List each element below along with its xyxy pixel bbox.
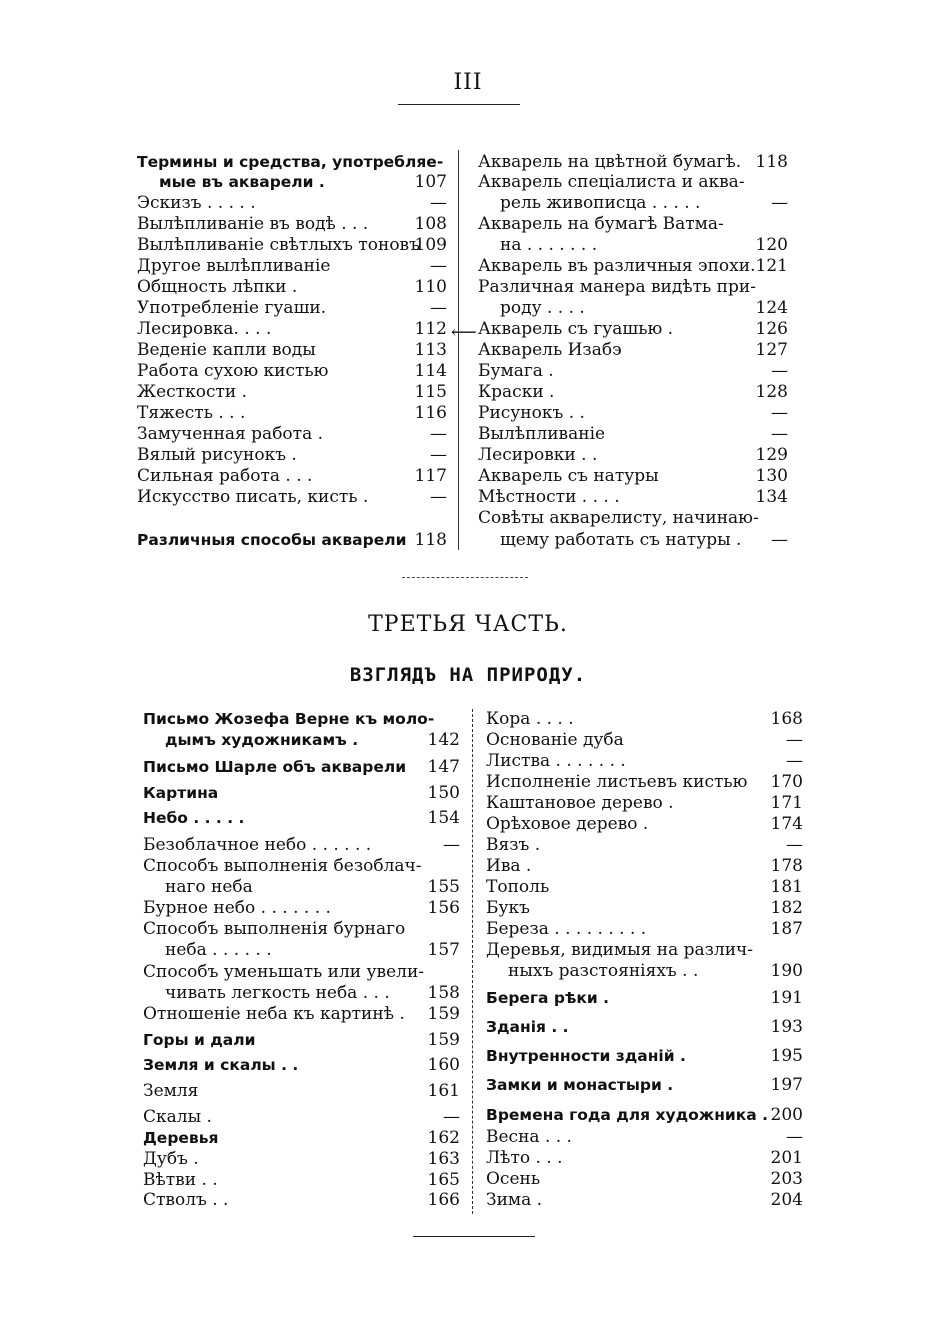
toc-entry-title: Ива . bbox=[486, 856, 532, 876]
toc-entry-title: Эскизъ . . . . . bbox=[137, 193, 256, 213]
toc-entry-title: Берега рѣки . bbox=[486, 989, 610, 1007]
toc-entry-page: 124 bbox=[755, 298, 788, 318]
toc-entry-title: Отношеніе неба къ картинѣ . bbox=[143, 1004, 405, 1024]
toc-entry-title: Вылѣпливаніе въ водѣ . . . bbox=[137, 214, 369, 234]
toc-entry-page: — bbox=[786, 1127, 803, 1147]
toc-entry-page: 115 bbox=[414, 382, 447, 402]
toc-entry-page: — bbox=[430, 298, 447, 318]
toc-entry-title: Деревья bbox=[143, 1129, 219, 1147]
toc-entry-title: Различная манера видѣть при- bbox=[478, 277, 756, 297]
toc-entry-page: 204 bbox=[770, 1190, 803, 1210]
toc-entry-page: — bbox=[786, 835, 803, 855]
toc-entry-page: — bbox=[430, 424, 447, 444]
footer-rule bbox=[413, 1236, 535, 1237]
toc-entry-page: 201 bbox=[770, 1148, 803, 1168]
toc-entry-title: дымъ художникамъ . bbox=[165, 731, 359, 749]
toc-entry-title: Краски . bbox=[478, 382, 555, 402]
toc-entry-title: Времена года для художника . bbox=[486, 1106, 769, 1124]
toc-entry-page: 114 bbox=[414, 361, 447, 381]
toc-entry-page: 130 bbox=[755, 466, 788, 486]
toc-entry-page: 187 bbox=[770, 919, 803, 939]
column-divider-top bbox=[458, 150, 459, 550]
toc-entry-page: 117 bbox=[414, 466, 447, 486]
toc-entry-page: 121 bbox=[755, 256, 788, 276]
toc-entry-page: 174 bbox=[770, 814, 803, 834]
toc-entry-title: Акварель въ различныя эпохи. bbox=[478, 256, 756, 276]
toc-entry-page: — bbox=[771, 193, 788, 213]
toc-entry-page: — bbox=[430, 256, 447, 276]
toc-entry-page: 190 bbox=[770, 961, 803, 981]
toc-entry-page: 197 bbox=[770, 1075, 803, 1095]
toc-entry-title: Орѣховое дерево . bbox=[486, 814, 649, 834]
toc-entry-title: Вязъ . bbox=[486, 835, 541, 855]
toc-entry-title: Картина bbox=[143, 784, 219, 802]
toc-entry-title: Стволъ . . bbox=[143, 1190, 229, 1210]
toc-entry-title: Тополь bbox=[486, 877, 550, 897]
toc-entry-title: Акварель спеціалиста и аква- bbox=[478, 172, 745, 192]
toc-entry-page: 118 bbox=[414, 530, 447, 550]
toc-entry-page: 170 bbox=[770, 772, 803, 792]
toc-entry-page: 159 bbox=[427, 1004, 460, 1024]
toc-entry-title: Горы и дали bbox=[143, 1031, 256, 1049]
toc-entry-title: Зима . bbox=[486, 1190, 543, 1210]
toc-entry-page: 159 bbox=[427, 1030, 460, 1050]
toc-entry-title: Лесировка. . . . bbox=[137, 319, 272, 339]
pointer-arrow-icon: ⟵ bbox=[451, 322, 477, 343]
toc-entry-page: 154 bbox=[427, 808, 460, 828]
toc-entry-title: Тяжесть . . . bbox=[137, 403, 246, 423]
toc-entry-page: 109 bbox=[414, 235, 447, 255]
toc-entry-page: 181 bbox=[770, 877, 803, 897]
toc-entry-title: Акварель на цвѣтной бумагѣ. bbox=[478, 152, 742, 172]
toc-entry-title: Лесировки . . bbox=[478, 445, 598, 465]
toc-entry-page: 113 bbox=[414, 340, 447, 360]
toc-entry-page: — bbox=[786, 751, 803, 771]
toc-entry-page: 162 bbox=[427, 1128, 460, 1148]
toc-entry-title: Замученная работа . bbox=[137, 424, 324, 444]
toc-entry-page: 147 bbox=[427, 757, 460, 777]
toc-entry-title: Лѣто . . . bbox=[486, 1148, 563, 1168]
toc-entry-title: Земля и скалы . . bbox=[143, 1056, 299, 1074]
toc-entry-title: Веденіе капли воды bbox=[137, 340, 316, 360]
toc-entry-page: 150 bbox=[427, 783, 460, 803]
toc-entry-title: Исполненіе листьевъ кистью bbox=[486, 772, 748, 792]
toc-entry-page: 129 bbox=[755, 445, 788, 465]
toc-entry-title: Вылѣпливаніе bbox=[478, 424, 606, 444]
toc-entry-title: Кора . . . . bbox=[486, 709, 574, 729]
toc-entry-title: Вялый рисунокъ . bbox=[137, 445, 297, 465]
toc-entry-title: Мѣстности . . . . bbox=[478, 487, 620, 507]
toc-entry-page: 108 bbox=[414, 214, 447, 234]
toc-entry-title: ныхъ разстояніяхъ . . bbox=[508, 961, 699, 981]
toc-entry-title: Акварель съ гуашью . bbox=[478, 319, 674, 339]
toc-entry-page: 118 bbox=[755, 152, 788, 172]
toc-entry-title: Жесткости . bbox=[137, 382, 248, 402]
toc-entry-page: 156 bbox=[427, 898, 460, 918]
toc-entry-title: Весна . . . bbox=[486, 1127, 572, 1147]
toc-entry-page: 195 bbox=[770, 1046, 803, 1066]
toc-entry-page: 142 bbox=[427, 730, 460, 750]
toc-entry-page: 193 bbox=[770, 1017, 803, 1037]
header-rule bbox=[398, 104, 520, 105]
toc-entry-page: 165 bbox=[427, 1170, 460, 1190]
toc-entry-title: щему работать съ натуры . bbox=[500, 530, 742, 550]
toc-entry-title: Листва . . . . . . . bbox=[486, 751, 626, 771]
toc-entry-page: — bbox=[443, 1107, 460, 1127]
toc-entry-page: — bbox=[786, 730, 803, 750]
section-divider bbox=[402, 577, 528, 578]
toc-entry-title: на . . . . . . . bbox=[500, 235, 598, 255]
toc-entry-title: Дубъ . bbox=[143, 1149, 199, 1169]
toc-entry-title: Другое вылѣпливаніе bbox=[137, 256, 331, 276]
toc-entry-page: — bbox=[771, 424, 788, 444]
toc-entry-title: Бумага . bbox=[478, 361, 554, 381]
toc-entry-page: 200 bbox=[770, 1105, 803, 1125]
toc-entry-title: Работа сухою кистью bbox=[137, 361, 329, 381]
toc-entry-title: Способъ выполненія бурнаго bbox=[143, 919, 406, 939]
toc-entry-page: 134 bbox=[755, 487, 788, 507]
toc-entry-title: Замки и монастыри . bbox=[486, 1076, 674, 1094]
toc-entry-title: Безоблачное небо . . . . . . bbox=[143, 835, 372, 855]
toc-entry-page: 128 bbox=[755, 382, 788, 402]
toc-entry-page: 191 bbox=[770, 988, 803, 1008]
toc-entry-title: Деревья, видимыя на различ- bbox=[486, 940, 754, 960]
toc-entry-title: Искусство писать, кисть . bbox=[137, 487, 369, 507]
toc-entry-title: Земля bbox=[143, 1081, 199, 1101]
toc-entry-page: 126 bbox=[755, 319, 788, 339]
toc-entry-title: неба . . . . . . bbox=[165, 940, 272, 960]
toc-entry-title: Акварель съ натуры bbox=[478, 466, 659, 486]
toc-entry-title: рель живописца . . . . . bbox=[500, 193, 701, 213]
toc-entry-page: 157 bbox=[427, 940, 460, 960]
toc-entry-title: Букъ bbox=[486, 898, 530, 918]
toc-entry-title: Сильная работа . . . bbox=[137, 466, 313, 486]
toc-entry-title: роду . . . . bbox=[500, 298, 585, 318]
toc-entry-page: 203 bbox=[770, 1169, 803, 1189]
toc-entry-page: — bbox=[771, 530, 788, 550]
toc-entry-page: 127 bbox=[755, 340, 788, 360]
toc-entry-page: 158 bbox=[427, 983, 460, 1003]
section-title: ВЗГЛЯДЪ НА ПРИРОДУ. bbox=[349, 664, 587, 686]
toc-entry-page: 107 bbox=[414, 172, 447, 192]
toc-entry-title: Основаніе дуба bbox=[486, 730, 624, 750]
toc-entry-title: Зданія . . bbox=[486, 1018, 569, 1036]
toc-entry-title: Употребленіе гуаши. bbox=[137, 298, 327, 318]
toc-entry-title: чивать легкость неба . . . bbox=[165, 983, 390, 1003]
toc-entry-page: 166 bbox=[427, 1190, 460, 1210]
toc-entry-page: — bbox=[430, 193, 447, 213]
toc-entry-title: Береза . . . . . . . . . bbox=[486, 919, 647, 939]
toc-entry-title: мые въ акварели . bbox=[159, 173, 325, 191]
toc-entry-page: 168 bbox=[770, 709, 803, 729]
toc-entry-page: — bbox=[771, 361, 788, 381]
toc-entry-page: 155 bbox=[427, 877, 460, 897]
toc-entry-title: Письмо Жозефа Верне къ моло- bbox=[143, 710, 435, 728]
toc-entry-page: — bbox=[430, 445, 447, 465]
toc-entry-title: Вылѣпливаніе свѣтлыхъ тоновъ bbox=[137, 235, 420, 255]
toc-entry-title: Каштановое дерево . bbox=[486, 793, 674, 813]
toc-entry-title: Способъ уменьшать или увели- bbox=[143, 962, 425, 982]
toc-entry-title: Акварель на бумагѣ Ватма- bbox=[478, 214, 724, 234]
toc-entry-title: Различныя способы акварели bbox=[137, 531, 407, 549]
toc-entry-page: 120 bbox=[755, 235, 788, 255]
column-divider-bottom bbox=[472, 709, 473, 1214]
toc-entry-title: Бурное небо . . . . . . . bbox=[143, 898, 331, 918]
toc-entry-title: Рисунокъ . . bbox=[478, 403, 585, 423]
toc-entry-page: — bbox=[771, 403, 788, 423]
part-title: ТРЕТЬЯ ЧАСТЬ. bbox=[368, 612, 568, 637]
toc-entry-page: 112 bbox=[414, 319, 447, 339]
toc-entry-title: Небо . . . . . bbox=[143, 809, 245, 827]
toc-entry-title: Акварель Изабэ bbox=[478, 340, 622, 360]
page-number: III bbox=[453, 70, 483, 95]
toc-entry-title: Скалы . bbox=[143, 1107, 212, 1127]
toc-entry-page: — bbox=[443, 835, 460, 855]
toc-entry-title: Письмо Шарле объ акварели bbox=[143, 758, 407, 776]
toc-entry-page: 163 bbox=[427, 1149, 460, 1169]
toc-entry-title: Вѣтви . . bbox=[143, 1170, 218, 1190]
toc-entry-title: Совѣты акварелисту, начинаю- bbox=[478, 508, 759, 528]
toc-entry-page: 171 bbox=[770, 793, 803, 813]
toc-entry-page: 116 bbox=[414, 403, 447, 423]
toc-entry-page: 160 bbox=[427, 1055, 460, 1075]
toc-entry-page: 110 bbox=[414, 277, 447, 297]
toc-entry-title: Осень bbox=[486, 1169, 541, 1189]
toc-entry-page: 178 bbox=[770, 856, 803, 876]
toc-entry-page: — bbox=[430, 487, 447, 507]
toc-entry-page: 182 bbox=[770, 898, 803, 918]
toc-entry-title: наго неба bbox=[165, 877, 253, 897]
toc-entry-title: Термины и средства, употребляе- bbox=[137, 153, 444, 171]
toc-entry-title: Общность лѣпки . bbox=[137, 277, 298, 297]
toc-entry-title: Способъ выполненія безоблач- bbox=[143, 856, 422, 876]
toc-entry-title: Внутренности зданій . bbox=[486, 1047, 686, 1065]
toc-entry-page: 161 bbox=[427, 1081, 460, 1101]
